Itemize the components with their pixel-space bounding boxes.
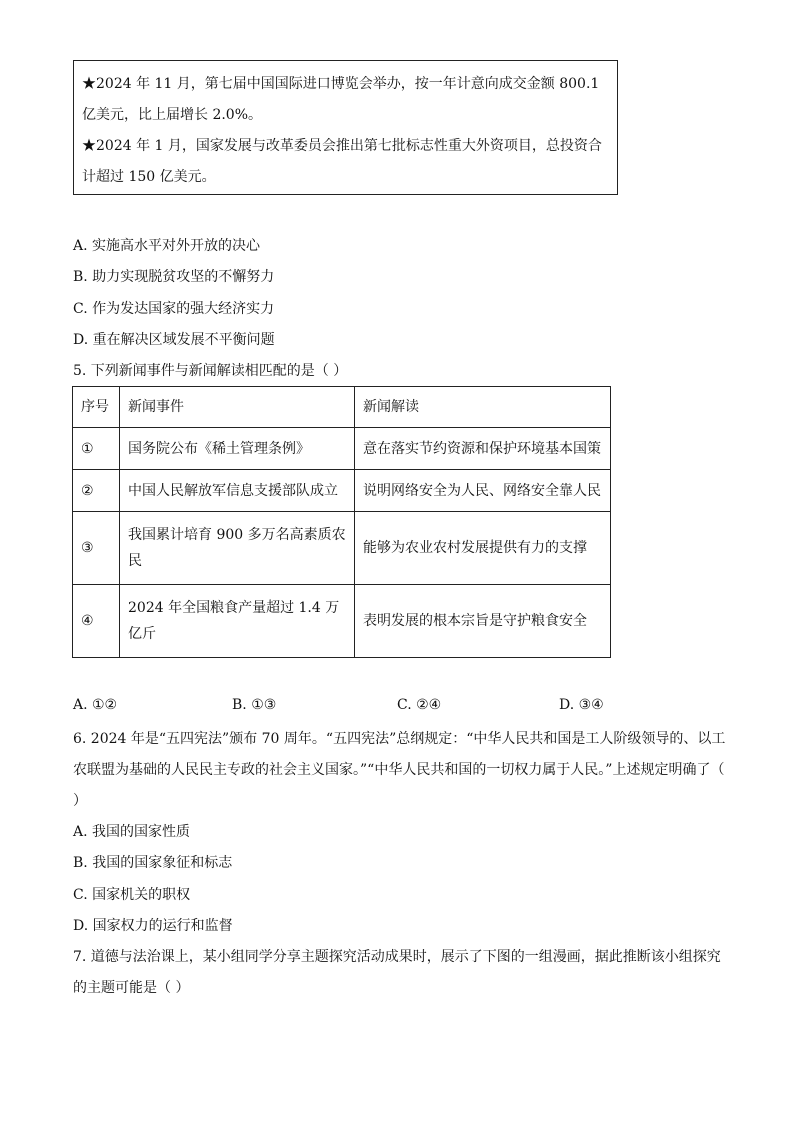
q5-stem: 5. 下列新闻事件与新闻解读相匹配的是（ ） [73, 363, 348, 379]
header-num: 序号 [73, 387, 120, 428]
q5-choice-c[interactable]: C. ②④ [397, 697, 442, 713]
q5-choice-a[interactable]: A. ①② [73, 697, 118, 713]
q5-choice-d[interactable]: D. ③④ [559, 697, 604, 713]
q6-option-b[interactable]: B. 我国的国家象征和标志 [73, 855, 233, 871]
row-reading: 能够为农业农村发展提供有力的支撑 [355, 512, 611, 585]
material-item-1: ★2024 年 11 月，第七届中国国际进口博览会举办，按一年计意向成交金额 800.1 亿美元，比上届增长 2.0%。 [82, 76, 600, 123]
material-item-2: ★2024 年 1 月，国家发展与改革委员会推出第七批标志性重大外资项目，总投资合计超过 150 亿美元。 [82, 138, 602, 185]
row-event: 2024 年全国粮食产量超过 1.4 万亿斤 [120, 585, 355, 658]
q7-stem-block [73, 942, 733, 1004]
table-row [73, 470, 611, 512]
q6-stem-block [73, 724, 733, 817]
q6-stem: 6. 2024 年是“五四宪法”颁布 70 周年。“五四宪法”总纲规定：“中华人民共和国是工人阶级领导的、以工农联盟为基础的人民民主专政的社会主义国家。”“中华人民共和国的一切权力属于人民。”上述规定明确了（ ） [73, 731, 726, 809]
q4-option-c[interactable]: C. 作为发达国家的强大经济实力 [73, 301, 275, 317]
q5-choice-b[interactable]: B. ①③ [232, 697, 277, 713]
row-reading: 意在落实节约资源和保护环境基本国策 [355, 428, 611, 470]
row-reading: 表明发展的根本宗旨是守护粮食安全 [355, 585, 611, 658]
table-row [73, 428, 611, 470]
material-box [73, 60, 618, 195]
header-event: 新闻事件 [120, 387, 355, 428]
q7-stem: 7. 道德与法治课上，某小组同学分享主题探究活动成果时，展示了下图的一组漫画，据此推断该小组探究的主题可能是（ ） [73, 949, 721, 996]
row-num: ② [73, 470, 120, 512]
row-event: 国务院公布《稀土管理条例》 [120, 428, 355, 470]
row-num: ④ [73, 585, 120, 658]
row-event: 我国累计培育 900 多万名高素质农民 [120, 512, 355, 585]
table-row [73, 585, 611, 658]
q6-option-c[interactable]: C. 国家机关的职权 [73, 887, 191, 903]
table-row [73, 512, 611, 585]
news-table [72, 386, 611, 658]
table-header-row [73, 387, 611, 428]
q6-option-a[interactable]: A. 我国的国家性质 [73, 824, 191, 840]
row-num: ③ [73, 512, 120, 585]
row-reading: 说明网络安全为人民、网络安全靠人民 [355, 470, 611, 512]
q4-option-d[interactable]: D. 重在解决区域发展不平衡问题 [73, 332, 275, 348]
q4-option-a[interactable]: A. 实施高水平对外开放的决心 [73, 238, 261, 254]
row-event: 中国人民解放军信息支援部队成立 [120, 470, 355, 512]
q4-option-b[interactable]: B. 助力实现脱贫攻坚的不懈努力 [73, 269, 275, 285]
header-reading: 新闻解读 [355, 387, 611, 428]
q6-option-d[interactable]: D. 国家权力的运行和监督 [73, 918, 233, 934]
row-num: ① [73, 428, 120, 470]
